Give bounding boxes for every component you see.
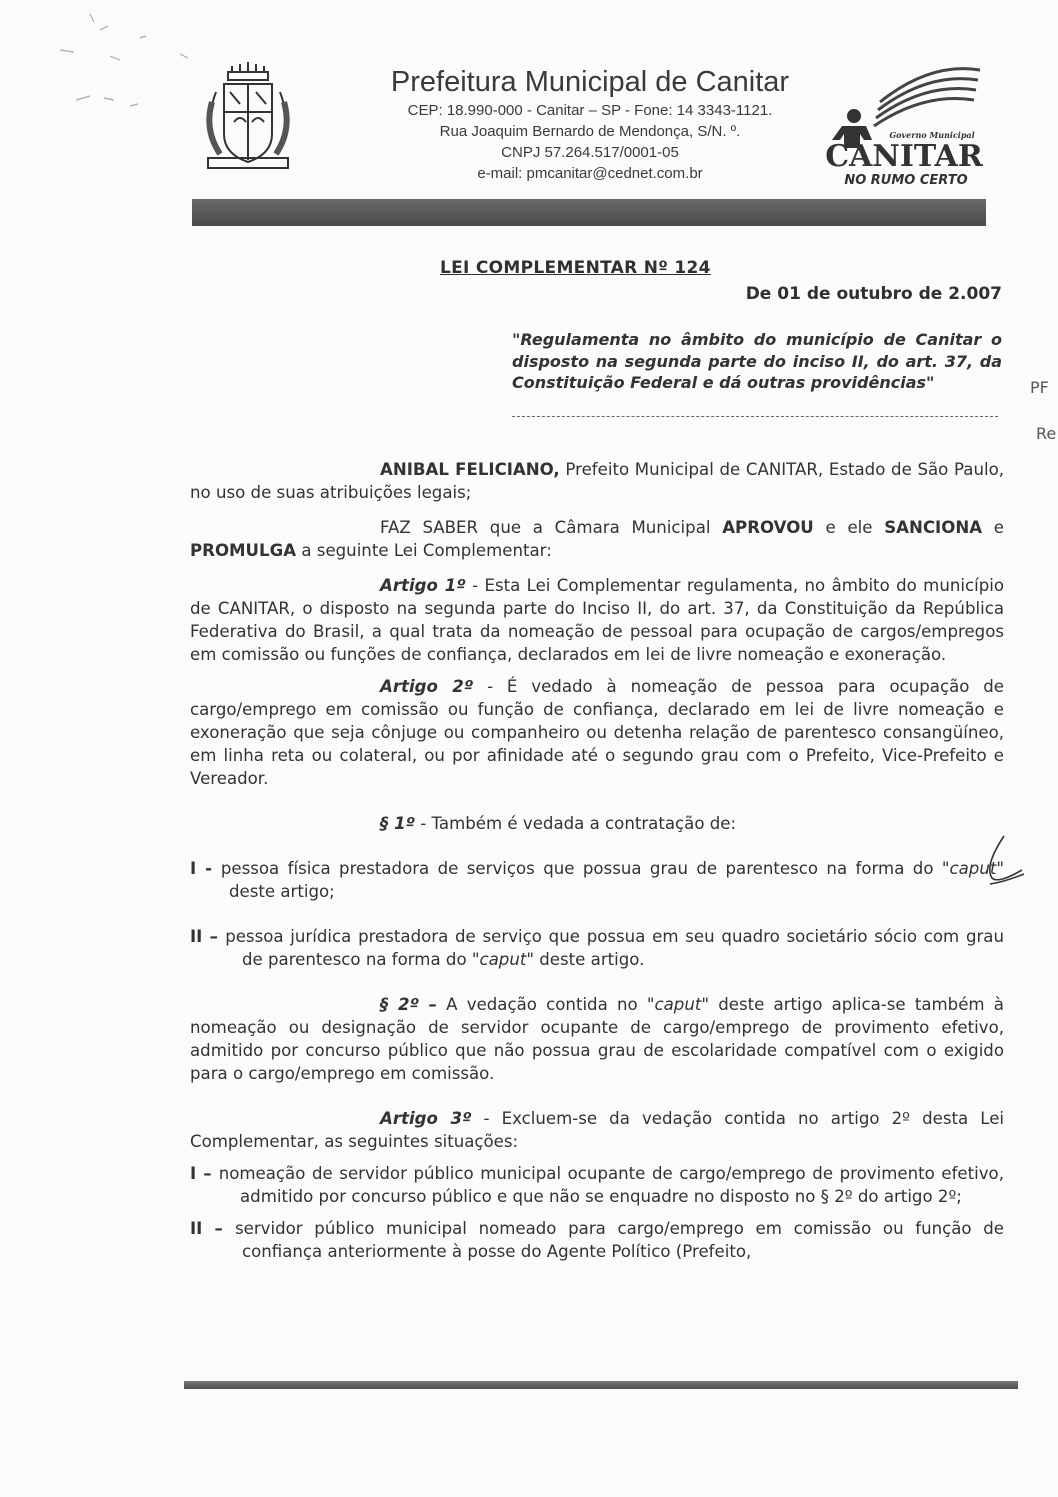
header-divider-bar bbox=[192, 199, 986, 226]
law-date: De 01 de outubro de 2.007 bbox=[745, 284, 1002, 304]
canitar-brand-logo bbox=[820, 62, 990, 192]
letterhead-title: Prefeitura Municipal de Canitar bbox=[390, 66, 790, 98]
margin-note-1: PF bbox=[1030, 378, 1049, 397]
law-body bbox=[190, 458, 1004, 1263]
article-3-item-i: I – nomeação de servidor público municipal ocupante de cargo/emprego de provimento efetivo, admitido por concurso público e que não se enquadre no disposto no § 2º do artigo 2º; bbox=[190, 1164, 1004, 1206]
article-2-label: Artigo 2º bbox=[380, 677, 474, 696]
paragraph-1-label: § 1º bbox=[380, 814, 415, 833]
article-3: Artigo 3º - Excluem-se da vedação contida no artigo 2º desta Lei Complementar, as seguintes situações: bbox=[190, 1109, 1005, 1151]
law-ementa: "Regulamenta no âmbito do município de Canitar o disposto na segunda parte do inciso II, do art. 37, da Constituição Federal e dá outras providências" bbox=[512, 330, 1002, 392]
mayor-name: ANIBAL FELICIANO, bbox=[380, 460, 560, 479]
article-3-item-ii: II – servidor público municipal nomeado para cargo/emprego em comissão ou função de confiança anteriormente à posse do Agente Político (Prefeito, bbox=[190, 1219, 1004, 1261]
brand-top-text: Governo Municipal bbox=[889, 130, 975, 140]
paragraph-1: § 1º - Também é vedada a contratação de: bbox=[380, 814, 737, 833]
letterhead bbox=[330, 64, 850, 184]
preamble-paragraph: ANIBAL FELICIANO, Prefeito Municipal de CANITAR, Estado de São Paulo, no uso de suas atribuições legais; bbox=[190, 460, 1005, 502]
initials-signature-icon bbox=[980, 834, 1030, 890]
article-1-label: Artigo 1º bbox=[380, 576, 466, 595]
scan-smudge-icon bbox=[40, 10, 200, 110]
municipal-crest-icon bbox=[198, 62, 298, 182]
brand-name-text: CANITAR bbox=[825, 139, 983, 174]
article-3-label: Artigo 3º bbox=[380, 1109, 472, 1128]
article-1: Artigo 1º - Esta Lei Complementar regulamenta, no âmbito do município de CANITAR, o disposto na segunda parte do Inciso II, do art. 37, da Constituição da República Federativa do Brasil, a qual trata da nomeação de pessoal para ocupação de cargos/empregos em comissão ou funções de confiança, declarados em lei de livre nomeação e exoneração. bbox=[190, 576, 1005, 664]
enactment-paragraph: FAZ SABER que a Câmara Municipal APROVOU e ele SANCIONA e PROMULGA a seguinte Lei Complementar: bbox=[190, 518, 1005, 560]
law-title: LEI COMPLEMENTAR Nº 124 bbox=[440, 258, 711, 278]
footer-divider-bar bbox=[184, 1381, 1018, 1389]
paragraph-1-item-i: I - pessoa física prestadora de serviços que possua grau de parentesco na forma do "caput" deste artigo; bbox=[190, 859, 1004, 901]
letterhead-address-line: CEP: 18.990-000 - Canitar – SP - Fone: 14 3343-1121. bbox=[407, 102, 773, 119]
paragraph-2-label: § 2º – bbox=[380, 995, 437, 1014]
paragraph-2: § 2º – A vedação contida no "caput" deste artigo aplica-se também à nomeação ou designação de servidor ocupante de cargo/emprego de provimento efetivo, admitido por concurso público que não possua grau de escolaridade compatível com o exigido para o cargo/emprego em comissão. bbox=[190, 995, 1004, 1083]
letterhead-email-line: e-mail: pmcanitar@cednet.com.br bbox=[477, 165, 703, 182]
margin-note-2: Re bbox=[1036, 424, 1057, 443]
ementa-dashed-rule bbox=[512, 416, 998, 417]
letterhead-street-line: Rua Joaquim Bernardo de Mendonça, S/N. º. bbox=[439, 123, 741, 140]
brand-slogan-text: NO RUMO CERTO bbox=[844, 173, 968, 188]
letterhead-cnpj-line: CNPJ 57.264.517/0001-05 bbox=[501, 144, 679, 161]
paragraph-1-item-ii: II – pessoa jurídica prestadora de serviço que possua em seu quadro societário sócio com grau de parentesco na forma do "caput" deste artigo. bbox=[190, 927, 1004, 969]
article-2: Artigo 2º - É vedado à nomeação de pessoa para ocupação de cargo/emprego em comissão ou função de confiança, declarado em lei de livre nomeação e exoneração que seja cônjuge ou companheiro ou detenha relação de parentesco consangüíneo, em linha reta ou colateral, ou por afinidade até o segundo grau com o Prefeito, Vice-Prefeito e Vereador. bbox=[190, 677, 1004, 788]
